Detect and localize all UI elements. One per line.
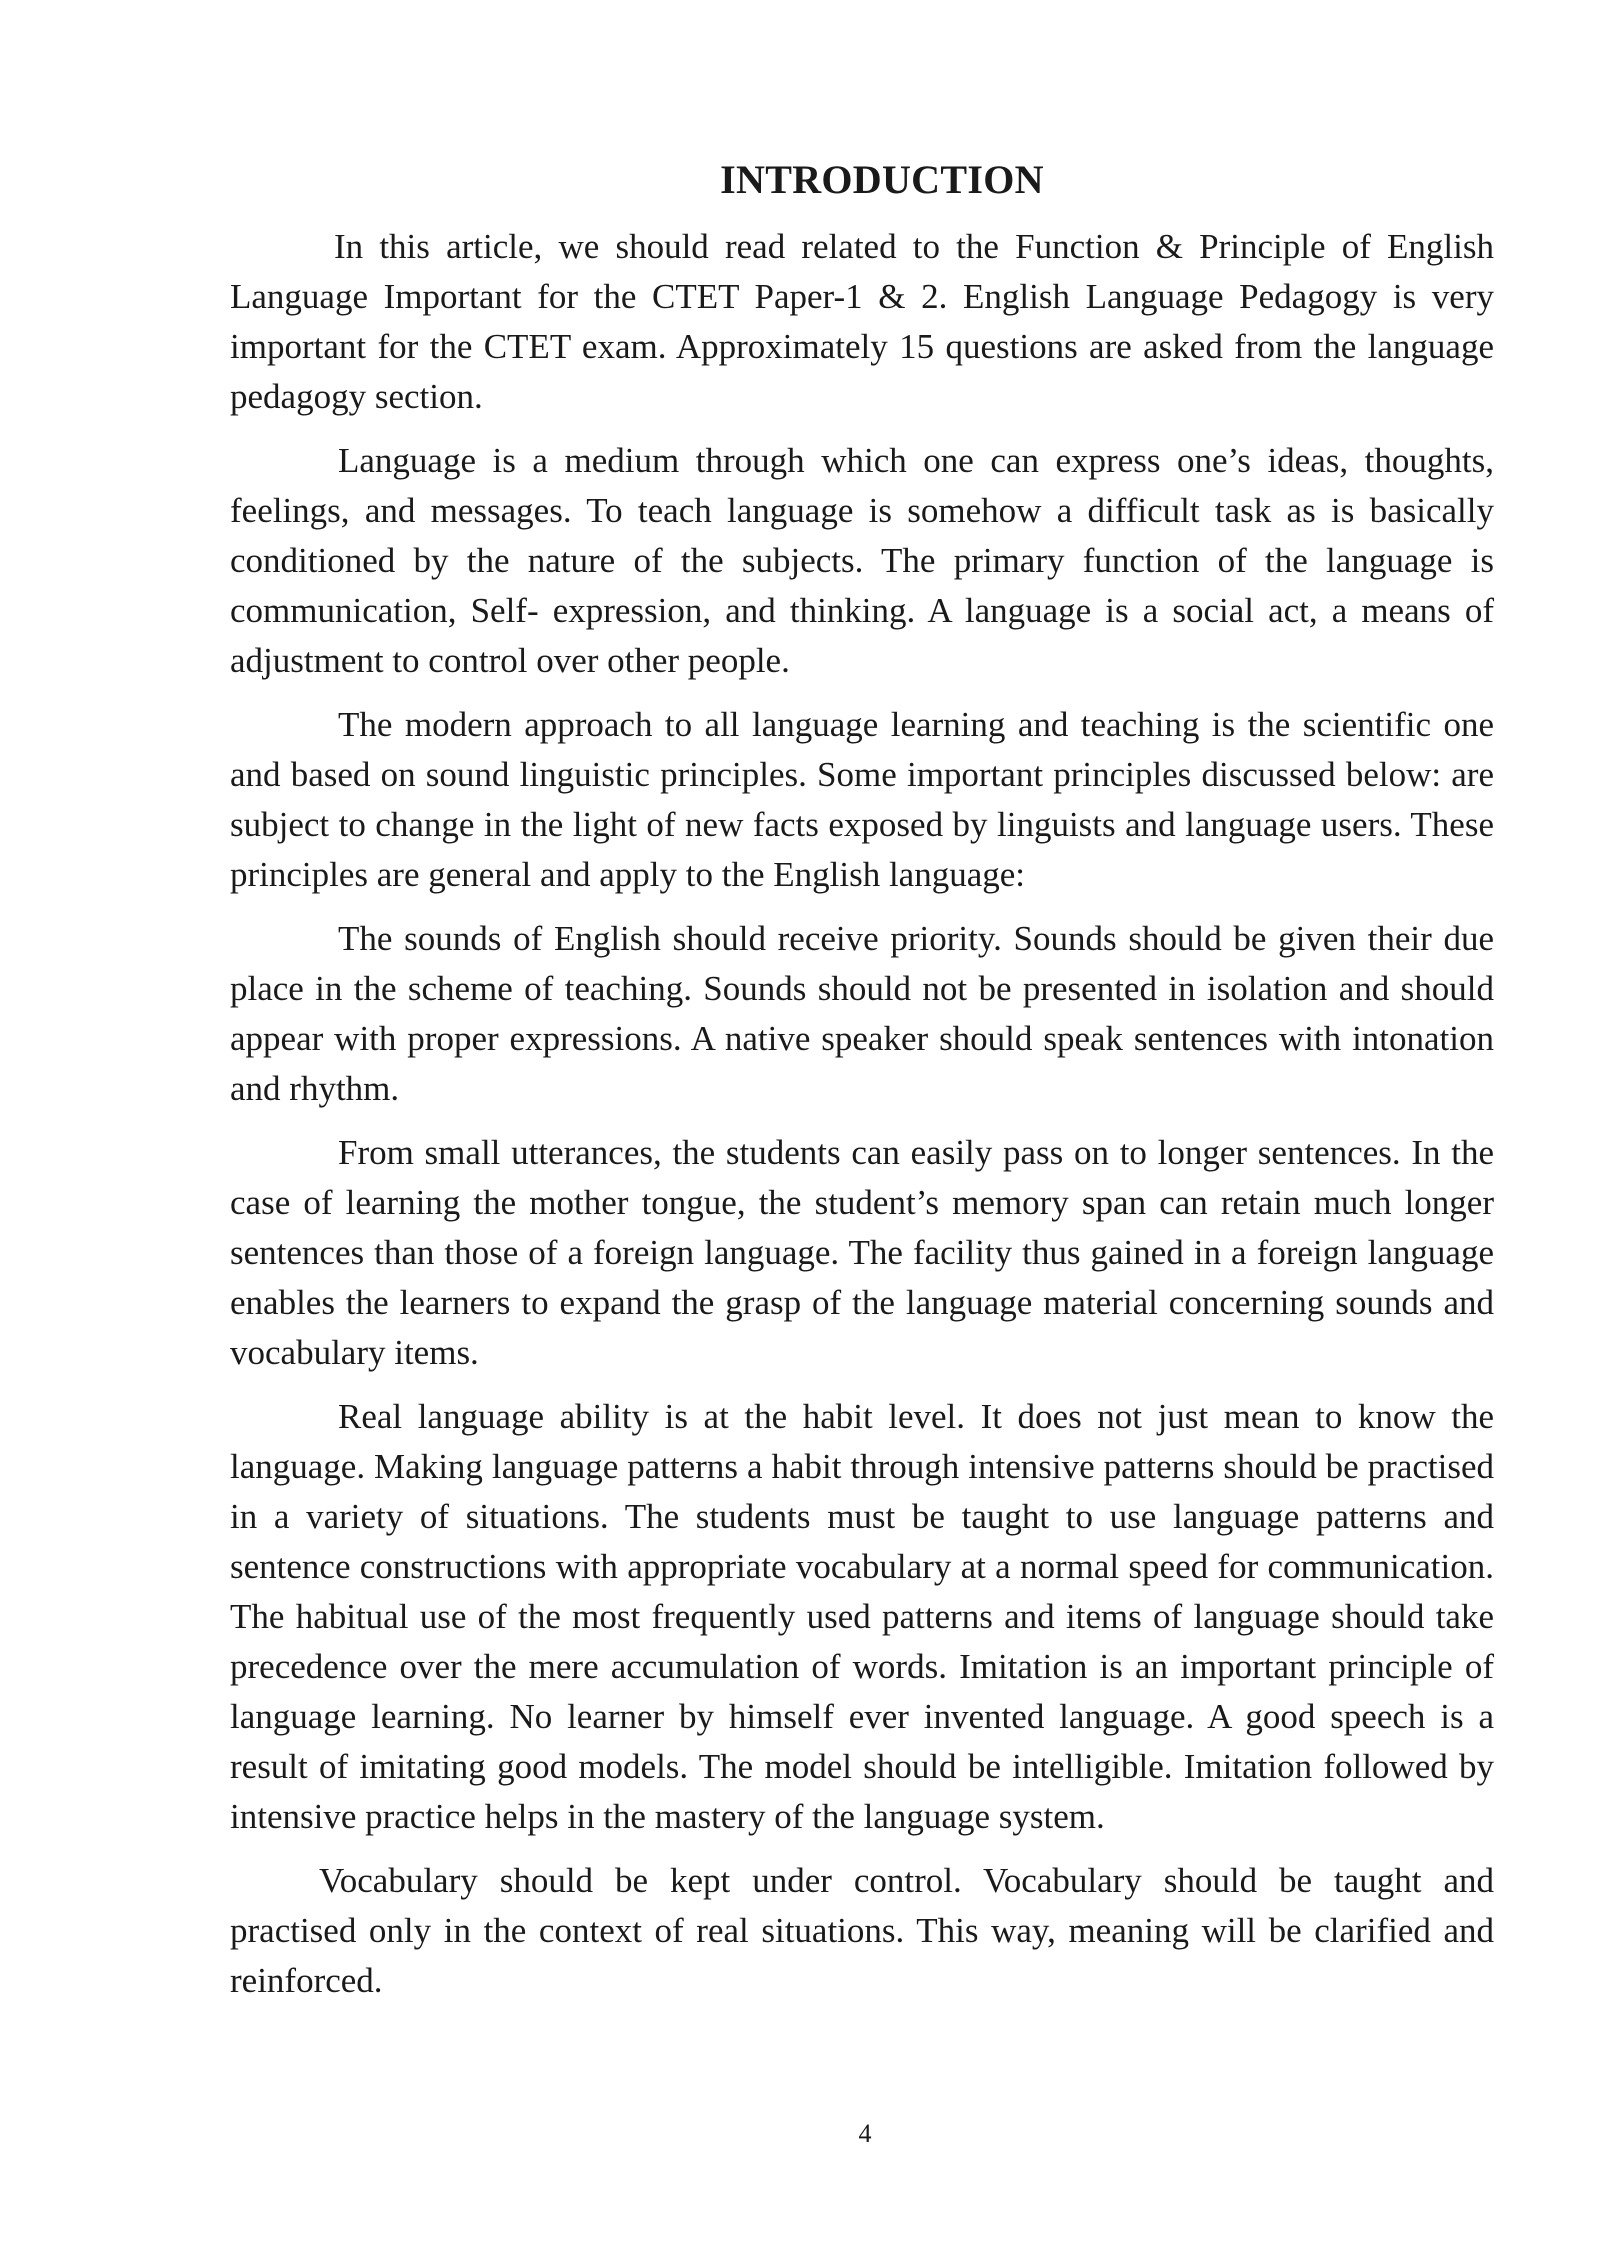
- paragraph-introduction: In this article, we should read related to the Function & Principle of English Language Important for the CTET Paper-1 & 2. English Language Pedagogy is very important for the CTET exam. Approximately 15 questions are asked from the language pedagogy section.: [230, 227, 1494, 416]
- paragraph-small-utterances: From small utterances, the students can easily pass on to longer sentences. In the case of learning the mother tongue, the student’s memory span can retain much longer sentences than those of a foreign language. The facility thus gained in a foreign language enables the learners to expand the grasp of the language material concerning sounds and vocabulary items.: [230, 1133, 1494, 1372]
- paragraph-language-medium: Language is a medium through which one can express one’s ideas, thoughts, feelings, and messages. To teach language is somehow a difficult task as is basically conditioned by the nature of the subjects. The primary function of the language is communication, Self- expression, and thinking. A language is a social act, a means of adjustment to control over other people.: [230, 441, 1494, 680]
- page-title: INTRODUCTION: [720, 157, 1044, 202]
- page-content: [230, 150, 1494, 2020]
- paragraph-habit-level: Real language ability is at the habit level. It does not just mean to know the language. Making language patterns a habit through intensive patterns should be practised in a variety of situations. The students must be taught to use language patterns and sentence constructions with appropriate vocabulary at a normal speed for communication. The habitual use of the most frequently used patterns and items of language should take precedence over the mere accumulation of words. Imitation is an important principle of language learning. No learner by himself ever invented language. A good speech is a result of imitating good models. The model should be intelligible. Imitation followed by intensive practice helps in the mastery of the language system.: [230, 1397, 1494, 1836]
- paragraph-modern-approach: The modern approach to all language learning and teaching is the scientific one and based on sound linguistic principles. Some important principles discussed below: are subject to change in the light of new facts exposed by linguists and language users. These principles are general and apply to the English language:: [230, 705, 1494, 894]
- paragraph-vocabulary-control: Vocabulary should be kept under control. Vocabulary should be taught and practised only in the context of real situations. This way, meaning will be clarified and reinforced.: [230, 1861, 1494, 2000]
- page-number: 4: [858, 2119, 872, 2148]
- paragraph-sounds-priority: The sounds of English should receive priority. Sounds should be given their due place in the scheme of teaching. Sounds should not be presented in isolation and should appear with proper expressions. A native speaker should speak sentences with intonation and rhythm.: [230, 919, 1494, 1108]
